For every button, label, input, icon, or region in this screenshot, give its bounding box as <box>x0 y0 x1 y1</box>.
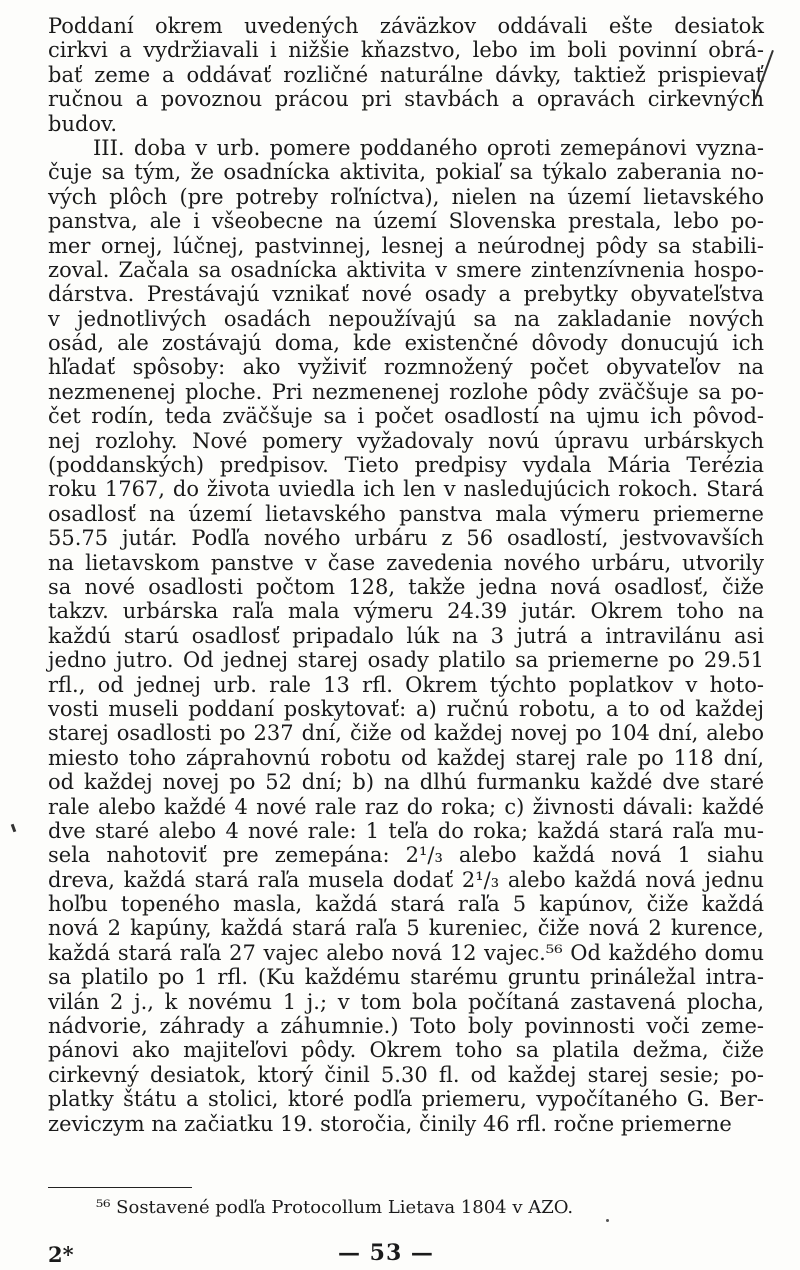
text-line: panstva, ale i všeobecne na území Slovenska prestala, lebo po- <box>48 209 764 234</box>
text-line: osadlosť na území lietavského panstva mala výmeru priemerne <box>48 501 764 526</box>
text-line: rfl., od jednej urb. rale 13 rfl. Okrem týchto poplatkov v hoto- <box>48 672 764 697</box>
text-line: v jednotlivých osadách nepoužívajú sa na zakladanie nových <box>48 306 764 331</box>
printer-signature-mark: 2* <box>48 1242 74 1267</box>
text-line: osád, ale zostávajú doma, kde existenčné dôvody donucujú ich <box>48 331 764 356</box>
text-line: (poddanských) predpisov. Tieto predpisy vydala Mária Terézia <box>48 453 764 478</box>
text-line: nová 2 kapúny, každá stará raľa 5 kureniec, čiže nová 2 kurence, <box>48 916 764 941</box>
text-line: zeviczym na začiatku 19. storočia, činily 46 rfl. ročne priemerne <box>48 1111 732 1136</box>
page-number: — 53 — <box>338 1240 434 1266</box>
text-line: bať zeme a oddávať rozličné naturálne dávky, taktiež prispievať <box>48 62 764 87</box>
text-line: čet rodín, teda zväčšuje sa i počet osadlostí na ujmu ich pôvod- <box>48 404 764 429</box>
text-line: na lietavskom panstve v čase zavedenia nového urbáru, utvorily <box>48 550 764 575</box>
text-line: sela nahotoviť pre zemepána: 2¹/₃ alebo každá nová 1 siahu <box>48 843 764 868</box>
text-line: hľadať spôsoby: ako vyživiť rozmnožený počet obyvateľov na <box>48 355 764 380</box>
body-text <box>48 14 764 1136</box>
text-line: každá stará raľa 27 vajec alebo nová 12 vajec.⁵⁶ Od každého domu <box>48 940 764 965</box>
text-line: III. doba v urb. pomere poddaného oproti zemepánovi vyzna- <box>93 135 764 160</box>
text-line: miesto toho záprahovnú robotu od každej starej rale po 118 dní, <box>48 745 764 770</box>
text-line: každú starú osadlosť pripadalo lúk na 3 jutrá a intravilánu asi <box>48 623 764 648</box>
text-line: nezmenenej ploche. Pri nezmenenej rozlohe pôdy zväčšuje sa po- <box>48 379 764 404</box>
footnote-divider <box>48 1187 192 1188</box>
text-line: od každej novej po 52 dní; b) na dlhú furmanku každé dve staré <box>48 770 764 795</box>
speck-mark <box>606 1219 609 1222</box>
text-line: dreva, každá stará raľa musela dodať 2¹/₃ alebo každá nová jednu <box>48 867 764 892</box>
text-line: Poddaní okrem uvedených záväzkov oddávali ešte desiatok <box>48 14 764 38</box>
text-line: jedno jutro. Od jednej starej osady platilo sa priemerne po 29.51 <box>48 648 764 673</box>
text-line: platky štátu a stolici, ktoré podľa priemeru, vypočítaného G. Ber- <box>48 1087 764 1112</box>
text-line: roku 1767, do života uviedla ich len v nasledujúcich rokoch. Stará <box>48 477 764 502</box>
text-line: sa platilo po 1 rfl. (Ku každému starému gruntu prináležal intra- <box>48 965 764 990</box>
text-line: starej osadlosti po 237 dní, čiže od každej novej po 104 dní, alebo <box>48 721 764 746</box>
text-line: vilán 2 j., k novému 1 j.; v tom bola počítaná zastavená plocha, <box>48 989 764 1014</box>
text-line: cirkevný desiatok, ktorý činil 5.30 fl. od každej starej sesie; po- <box>48 1062 764 1087</box>
text-line: rale alebo každé 4 nové rale raz do roka; c) živnosti dávali: každé <box>48 794 764 819</box>
text-line: budov. <box>48 111 118 136</box>
text-line: hoľbu topeného masla, každá stará raľa 5 kapúnov, čiže každá <box>48 892 764 917</box>
text-line: zoval. Začala sa osadnícka aktivita v smere zintenzívnenia hospo- <box>48 257 764 282</box>
text-line: sa nové osadlosti počtom 128, takže jedna nová osadlosť, čiže <box>48 574 764 599</box>
text-line: takzv. urbárska raľa mala výmeru 24.39 jutár. Okrem toho na <box>48 599 764 624</box>
text-line: 55.75 jutár. Podľa nového urbáru z 56 osadlostí, jestvovavších <box>48 526 764 551</box>
text-line: nej rozlohy. Nové pomery vyžadovaly novú úpravu urbárskych <box>48 428 764 453</box>
text-line: vých plôch (pre potreby roľníctva), nielen na území lietavského <box>48 184 764 209</box>
text-line: čuje sa tým, že osadnícka aktivita, pokiaľ sa týkalo zaberania no- <box>48 160 764 185</box>
text-line: vosti museli poddaní poskytovať: a) ručnú robotu, a to od každej <box>48 696 764 721</box>
margin-tick-mark <box>11 824 17 833</box>
text-line: mer ornej, lúčnej, pastvinnej, lesnej a neúrodnej pôdy sa stabili- <box>48 233 764 258</box>
text-line: pánovi ako majiteľovi pôdy. Okrem toho sa platila dežma, čiže <box>48 1038 764 1063</box>
text-line: dve staré alebo 4 nové rale: 1 teľa do roka; každá stará raľa mu- <box>48 818 764 843</box>
footnote: ⁵⁶ Sostavené podľa Protocollum Lietava 1804 v AZO. <box>96 1197 574 1218</box>
text-line: nádvorie, záhrady a záhumnie.) Toto boly povinnosti voči zeme- <box>48 1014 764 1039</box>
text-line: ručnou a povoznou prácou pri stavbách a opravách cirkevných <box>48 87 764 112</box>
text-line: cirkvi a vydržiavali i nižšie kňazstvo, lebo im boli povinní obrá- <box>48 38 764 63</box>
text-line: dárstva. Prestávajú vznikať nové osady a prebytky obyvateľstva <box>48 282 764 307</box>
